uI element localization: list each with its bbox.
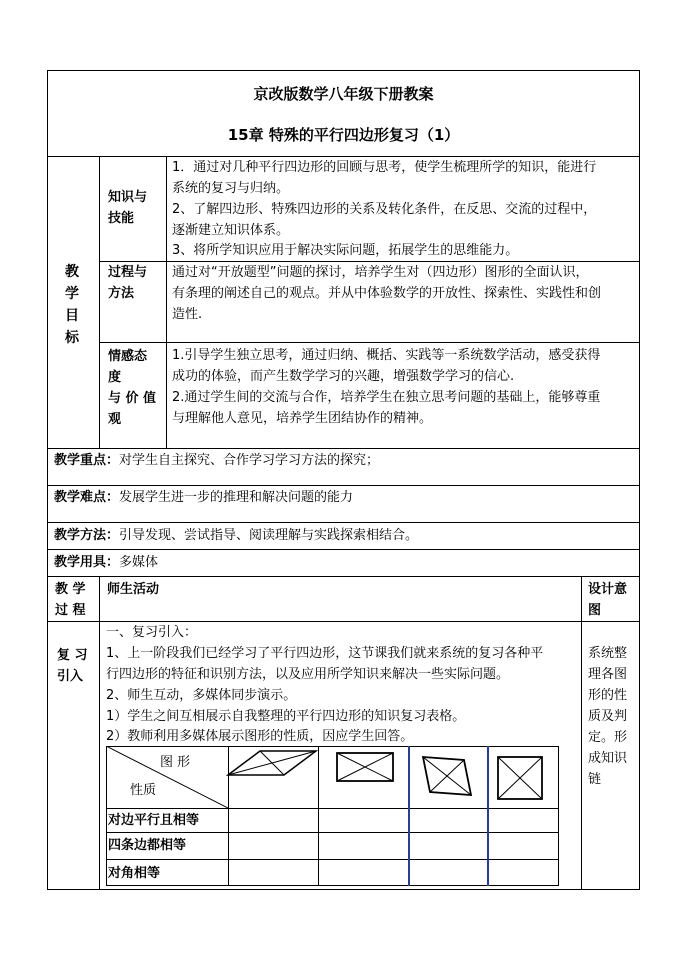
knowledge-label-line: 技能 [108,211,135,226]
review-line: 2）教师利用多媒体展示图形的性质，因应学生回答。 [106,729,414,744]
property-row-label: 对角相等 [108,866,161,881]
method-label: 教学方法： [54,528,120,543]
process-line: 有条理的阐述自己的观点。并从中体验数学的开放性、探索性、实践性和创 [172,286,602,301]
emotion-line: 2.通过学生间的交流与合作，培养学生在独立思考问题的基础上，能够尊重 [172,390,601,405]
design-line: 质及判 [588,709,628,724]
method-text: 引导发现、尝试指导、阅读理解与实践探索相结合。 [119,528,419,543]
difficulty-row [54,487,353,508]
design-col-label-line: 图 [588,603,602,618]
property-row-label: 四条边都相等 [108,838,187,853]
design-col-label-line: 设计意 [588,582,628,597]
objectives-label-char: 目 [65,308,79,324]
activities-col-label: 师生活动 [107,582,160,597]
knowledge-label-line: 知识与 [108,190,148,205]
review-label-line: 引入 [57,669,84,684]
process-label-line: 过程与 [108,265,148,280]
design-line: 系统整 [588,646,628,661]
process-col-label-line: 教 学 [55,582,86,597]
design-line: 定。形 [588,730,628,745]
review-line: 1、上一阶段我们已经学习了平行四边形，这节课我们就来系统的复习各种平 [106,646,544,661]
emotion-label-line: 度 [108,370,122,385]
process-line: 造性. [172,307,203,322]
emotion-line: 成功的体验，而产生数学学习的兴趣，增强数学学习的信心. [172,369,515,384]
design-line: 成知识 [588,751,628,766]
corner-bottom-label: 性质 [130,783,157,798]
knowledge-line: 系统的复习与归纳。 [172,181,290,196]
knowledge-line: 1．通过对几种平行四边形的回顾与思考，使学生梳理所学的知识，能进行 [172,160,597,175]
corner-top-label: 图 形 [160,755,191,770]
design-line: 链 [588,772,602,787]
tools-text: 多媒体 [119,555,159,570]
process-label-line: 方法 [108,286,135,301]
tools-label: 教学用具： [54,555,120,570]
emotion-label-line: 观 [108,412,122,427]
objectives-label-char: 学 [65,286,79,302]
key-points-row [54,450,379,471]
objectives-label-char: 教 [65,264,79,280]
review-line: 2、师生互动，多媒体同步演示。 [106,688,297,703]
emotion-line: 与理解他人意见，培养学生团结协作的精神。 [172,411,433,426]
key-points-label: 教学重点： [54,453,120,468]
difficulty-text: 发展学生进一步的推理和解决问题的能力 [119,490,354,505]
emotion-line: 1.引导学生独立思考，通过归纳、概括、实践等一系统数学活动，感受获得 [172,348,601,363]
review-line: 一、复习引入： [106,625,198,640]
knowledge-line: 3、将所学知识应用于解决实际问题，拓展学生的思维能力。 [172,243,519,258]
key-points-text: 对学生自主探究、合作学习学习方法的探究； [119,453,380,468]
process-col-label-line: 过 程 [55,603,86,618]
rhombus-icon [418,752,476,800]
knowledge-line: 2、了解四边形、特殊四边形的关系及转化条件，在反思、交流的过程中， [172,202,597,217]
emotion-label-line: 与 价 值 [108,391,157,406]
review-label-line: 复 习 [57,648,88,663]
design-line: 理各图 [588,667,628,682]
design-line: 形的性 [588,688,628,703]
process-line: 通过对“开放题型”问题的探讨，培养学生对（四边形）图形的全面认识， [172,265,589,280]
document-title: 京改版数学八年级下册教案 [253,85,434,103]
rectangle-icon [333,750,397,784]
knowledge-line: 逐渐建立知识体系。 [172,223,290,238]
difficulty-label: 教学难点： [54,490,120,505]
review-line: 1）学生之间互相展示自我整理的平行四边形的知识复习表格。 [106,709,466,724]
method-row [54,525,418,546]
tools-row [54,552,158,573]
emotion-label-line: 情感态 [108,349,148,364]
property-row-label: 对边平行且相等 [108,813,200,828]
square-icon [493,753,549,803]
lesson-title: 15章 特殊的平行四边形复习（1） [227,126,460,144]
review-line: 行四边形的特征和识别方法，以及应用所学知识来解决一些实际问题。 [106,667,510,682]
parallelogram-icon [220,747,320,779]
objectives-label-char: 标 [65,330,79,346]
